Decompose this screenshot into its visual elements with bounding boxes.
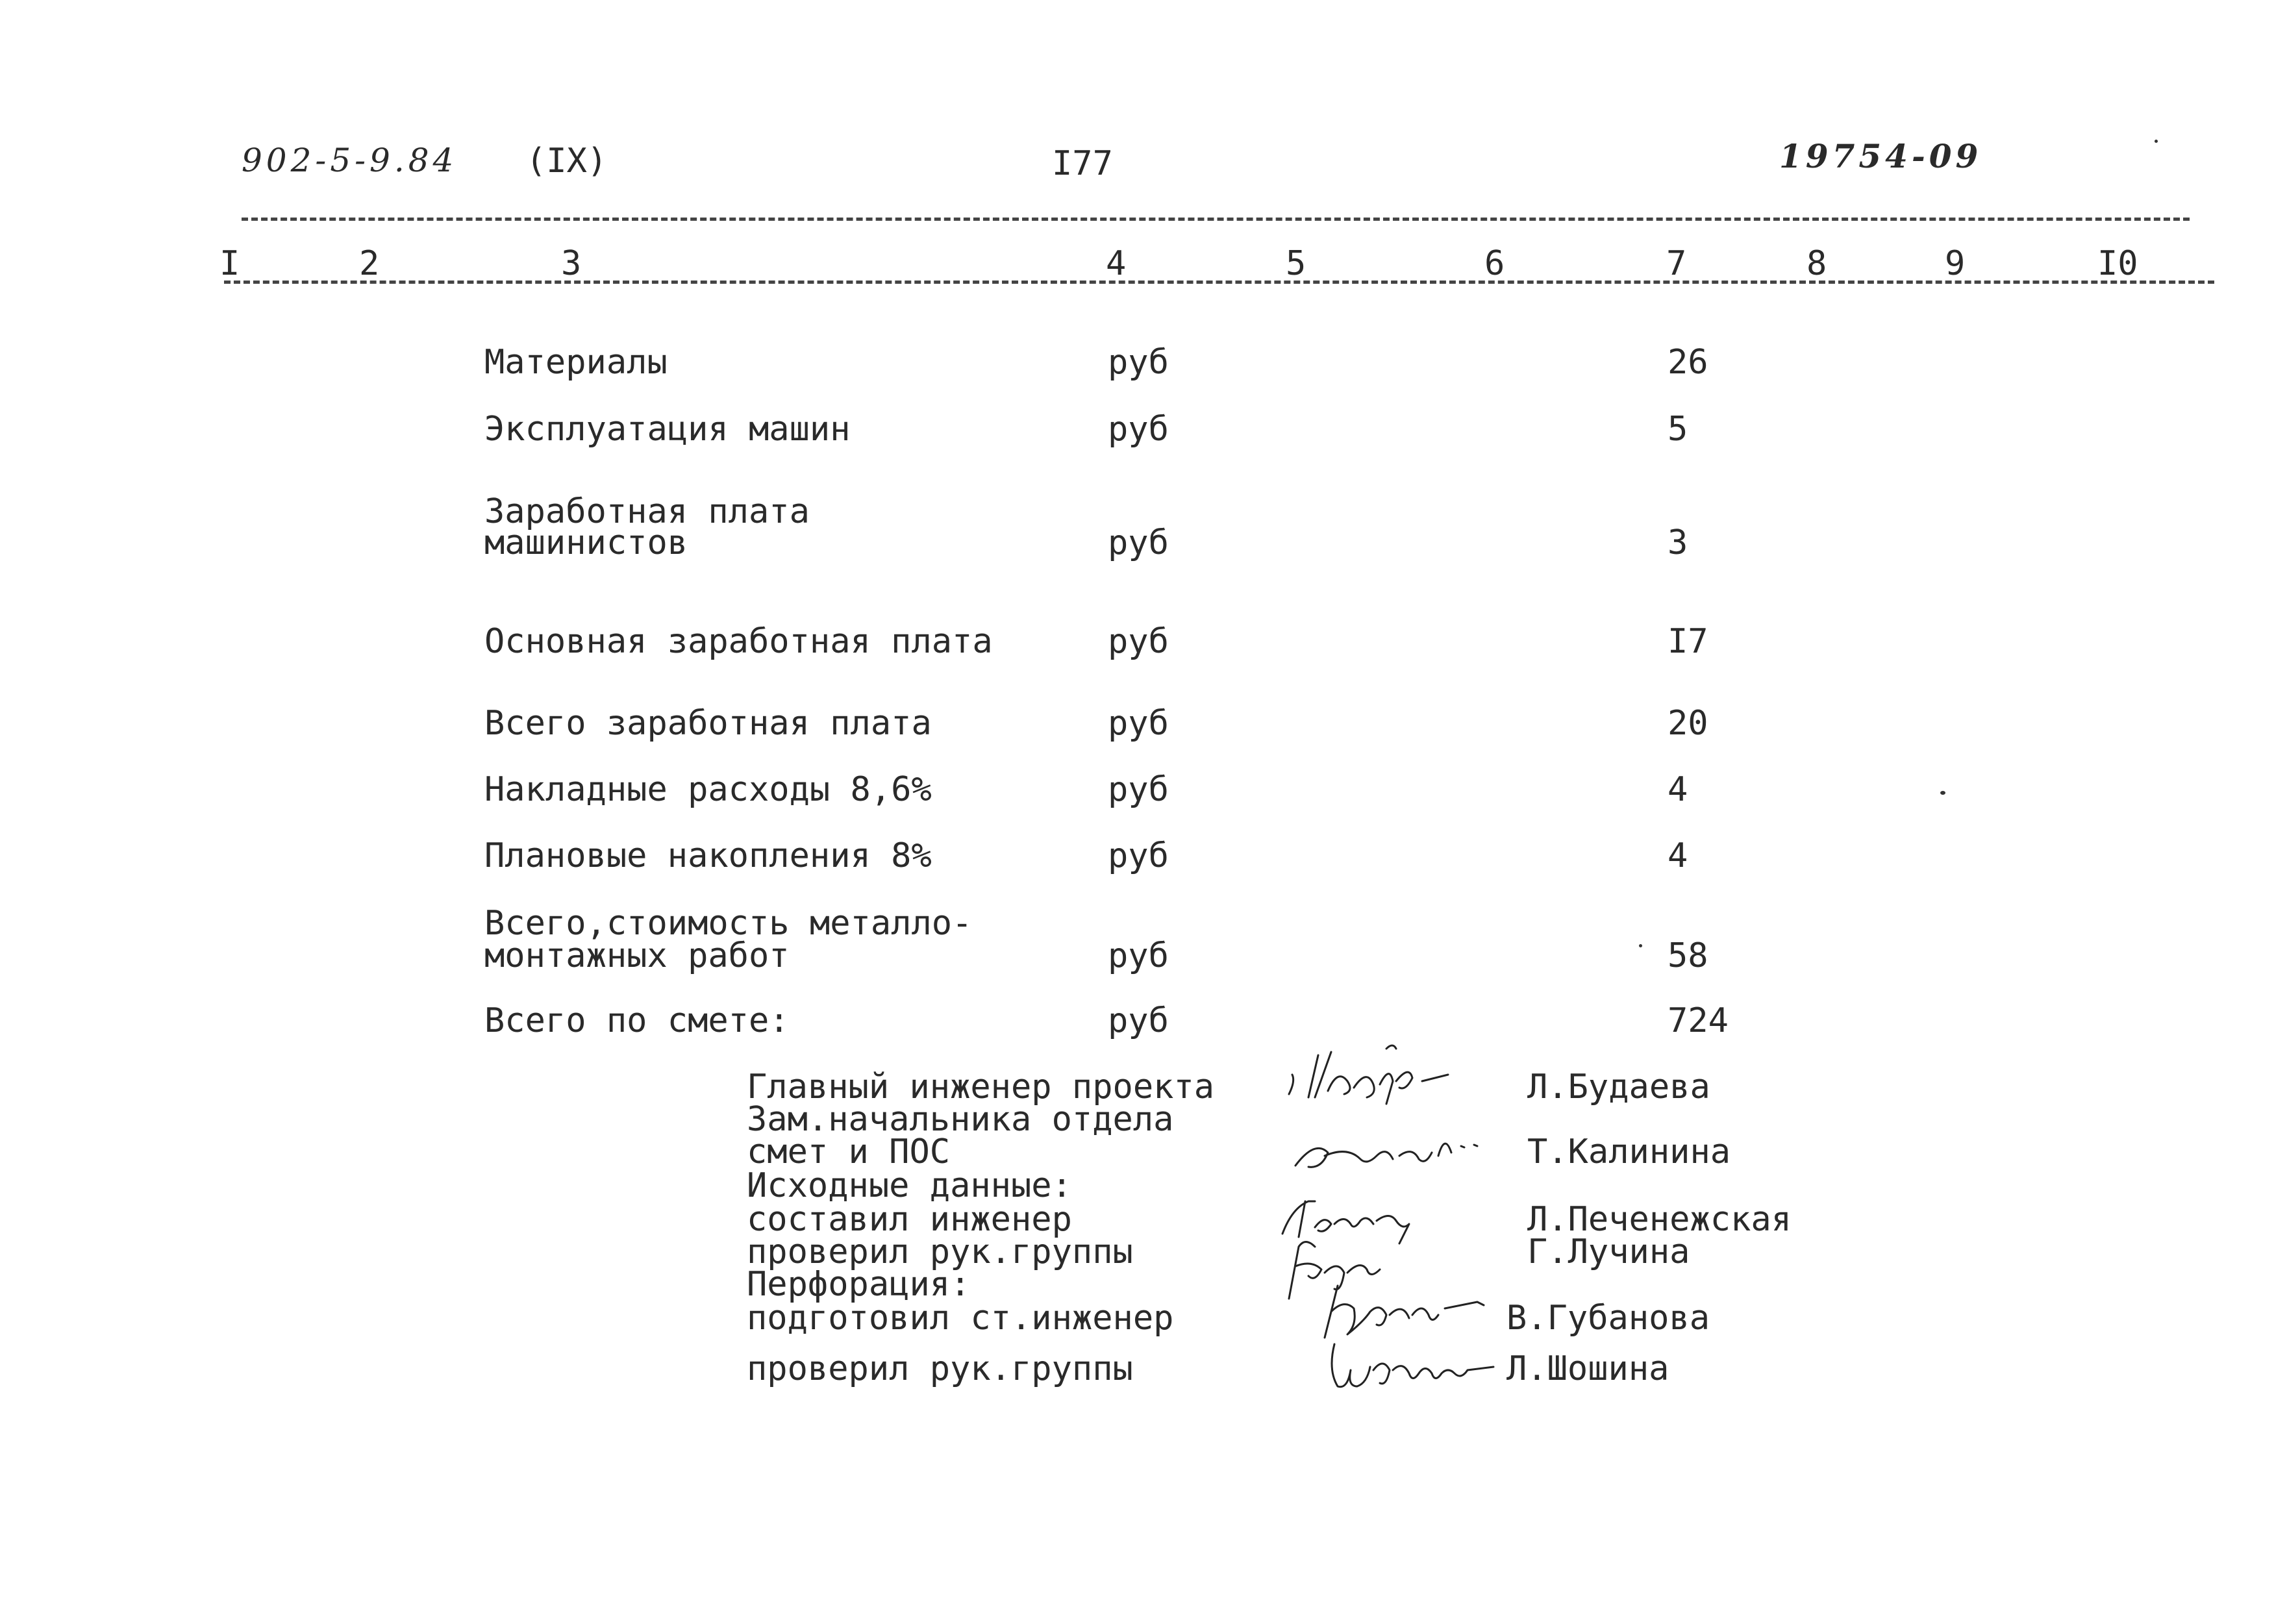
role-compiled-by: составил инженер (747, 1200, 1072, 1239)
row-unit: руб (1108, 770, 1169, 809)
column-number-3: 3 (561, 244, 582, 283)
row-value: 26 (1668, 343, 1708, 382)
row-unit: руб (1108, 936, 1169, 975)
row-name-line-2: машинистов (484, 523, 688, 562)
name-shoshina: Л.Шошина (1506, 1349, 1669, 1388)
row-name: Всего по смете: (484, 1001, 790, 1040)
column-number-2: 2 (359, 244, 380, 283)
column-number-7: 7 (1666, 244, 1687, 283)
row-name: Плановые накопления 8% (484, 836, 932, 875)
row-unit: руб (1108, 836, 1169, 875)
row-unit: руб (1108, 343, 1169, 382)
row-name: Материалы (484, 343, 668, 382)
column-number-10: I0 (2097, 244, 2138, 283)
speck-mark (1639, 944, 1642, 947)
column-number-1: I (219, 244, 240, 283)
row-name: Накладные расходы 8,6% (484, 770, 932, 809)
row-unit: руб (1108, 622, 1169, 661)
row-value: 3 (1668, 523, 1688, 562)
row-unit: руб (1108, 523, 1169, 562)
row-value: 724 (1668, 1001, 1729, 1040)
row-name: Всего заработная плата (484, 704, 932, 743)
name-budaeva: Л.Будаева (1527, 1068, 1710, 1106)
name-kalinina: Т.Калинина (1527, 1132, 1731, 1171)
role-deputy-head-dept: смет и ПОС (747, 1132, 951, 1171)
column-number-8: 8 (1806, 244, 1827, 283)
role-deputy-head: Зам.начальника отдела (747, 1100, 1174, 1139)
role-checked-by-2: проверил рук.группы (747, 1349, 1133, 1388)
column-number-6: 6 (1484, 244, 1505, 283)
row-value: 58 (1668, 936, 1708, 975)
row-name: Основная заработная плата (484, 622, 993, 661)
column-number-9: 9 (1945, 244, 1966, 283)
name-pechenezhskaya: Л.Печенежская (1527, 1200, 1792, 1239)
column-number-4: 4 (1106, 244, 1127, 283)
role-checked-by: проверил рук.группы (747, 1232, 1133, 1271)
signature-budaeva (1282, 1029, 1464, 1107)
row-unit: руб (1108, 1001, 1169, 1040)
row-name: Эксплуатация машин (484, 410, 851, 449)
page-number: I77 (1052, 144, 1113, 183)
name-luchina: Г.Лучина (1527, 1232, 1690, 1271)
row-value: I7 (1668, 622, 1708, 661)
signature-shoshina (1321, 1331, 1503, 1396)
name-gubanova: В.Губанова (1506, 1299, 1710, 1338)
speck-mark (1940, 791, 1945, 795)
role-perforation: Перфорация: (747, 1265, 971, 1304)
volume-number: (IX) (526, 142, 608, 181)
role-prepared-by: подготовил ст.инженер (747, 1299, 1174, 1338)
column-number-5: 5 (1286, 244, 1306, 283)
doc-code: 902-5-9.84 (242, 142, 458, 179)
row-unit: руб (1108, 410, 1169, 449)
row-value: 4 (1668, 836, 1688, 875)
row-name: Всего,стоимость металло- (484, 904, 973, 943)
row-name-line-2: монтажных работ (484, 936, 790, 975)
row-value: 5 (1668, 410, 1688, 449)
header-dashed-rule-top (242, 218, 2190, 221)
speck-mark (2155, 140, 2158, 143)
role-source-data: Исходные данные: (747, 1166, 1072, 1205)
row-name: Заработная плата (484, 492, 810, 531)
signature-kalinina (1289, 1120, 1490, 1179)
row-unit: руб (1108, 704, 1169, 743)
row-value: 4 (1668, 770, 1688, 809)
header-dashed-rule-bottom (224, 281, 2214, 284)
doc-number: 19754-09 (1779, 137, 1982, 175)
role-chief-engineer: Главный инженер проекта (747, 1068, 1215, 1106)
row-value: 20 (1668, 704, 1708, 743)
